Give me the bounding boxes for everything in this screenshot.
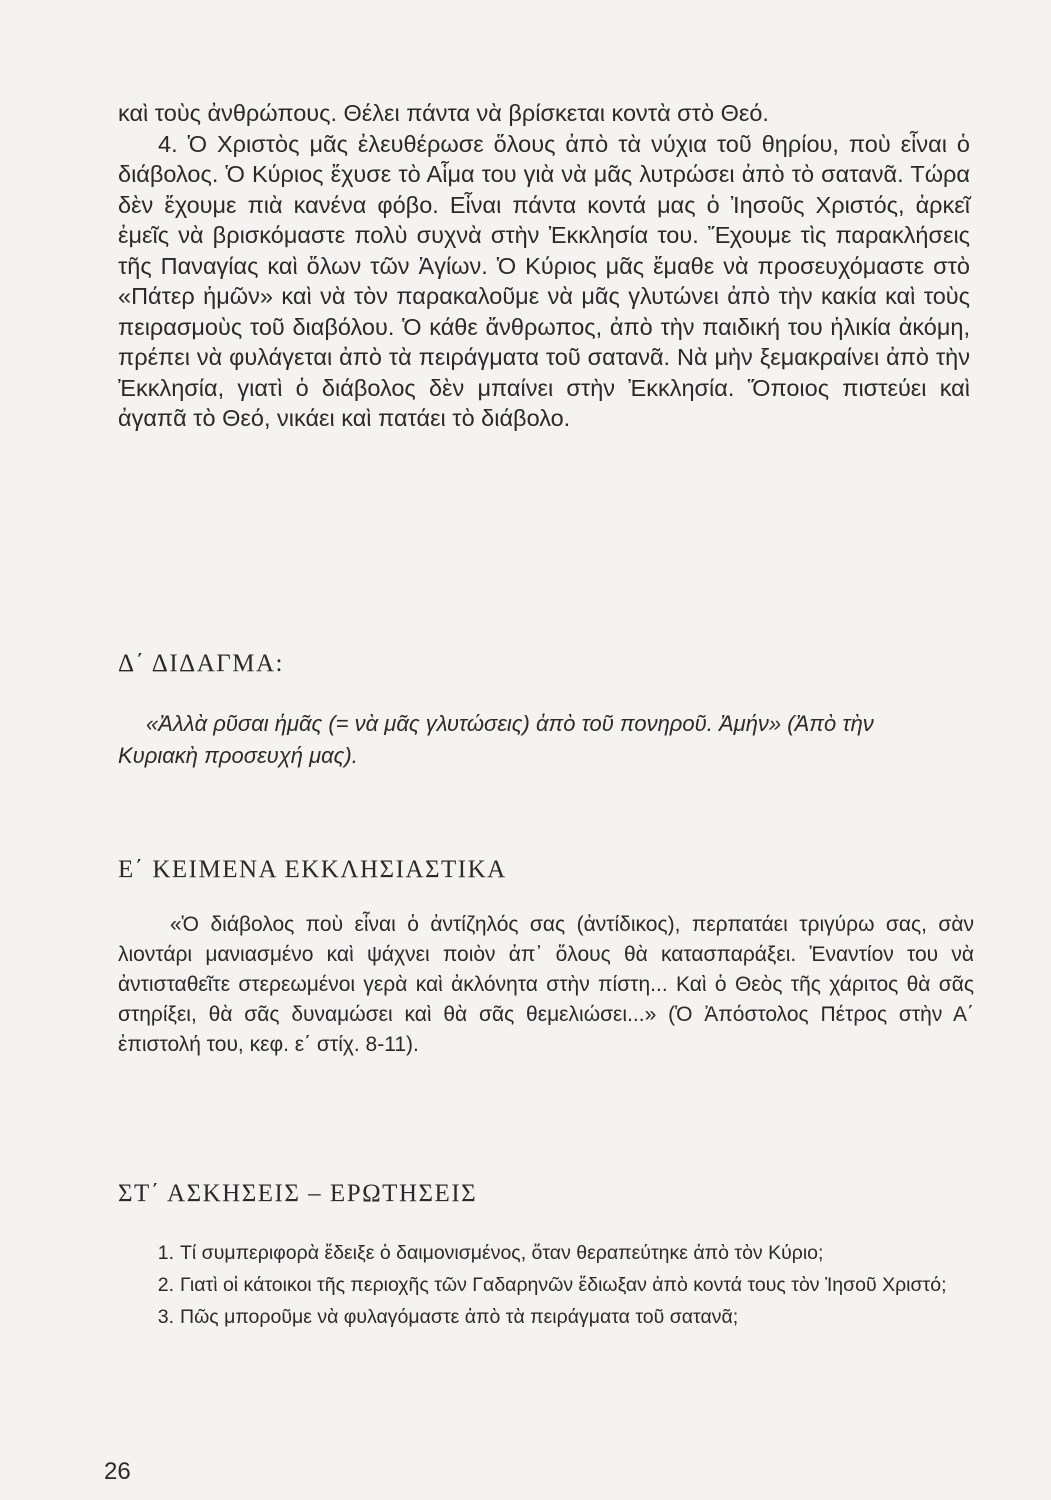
paragraph-point-4: 4. Ὁ Χριστὸς μᾶς ἐλευθέρωσε ὅλους ἀπὸ τὰ νύχια τοῦ θηρίου, ποὺ εἶναι ὁ διάβολος. Ὁ Κύριος ἔχυσε τὸ Αἷμα του γιὰ νὰ μᾶς λυτρώσει ἀπὸ τὸ σατανᾶ. Τώρα δὲν ἔχουμε πιὰ κανένα φόβο. Εἶναι πάντα κοντά μας ὁ Ἰησοῦς Χριστός, ἀρκεῖ ἐμεῖς νὰ βρισκόμαστε πολὺ συχνὰ στὴν Ἐκκλησία του. Ἔχουμε τὶς παρακλήσεις τῆς Παναγίας καὶ ὅλων τῶν Ἁγίων. Ὁ Κύριος μᾶς ἔμαθε νὰ προσευχόμαστε στὸ «Πάτερ ἡμῶν» καὶ νὰ τὸν παρακαλοῦμε νὰ μᾶς γλυτώνει ἀπὸ τὴν κακία καὶ τοὺς πειρασμοὺς τοῦ διαβόλου. Ὁ κάθε ἄνθρωπος, ἀπὸ τὴν παιδική του ἡλικία ἀκόμη, πρέπει νὰ φυλάγεται ἀπὸ τὰ πειράγματα τοῦ σατανᾶ. Νὰ μὴν ξεμακραίνει ἀπὸ τὴν Ἐκκλησία, γιατὶ ὁ διάβολος δὲν μπαίνει στὴν Ἐκκλησία. Ὅποιος πιστεύει καὶ ἀγαπᾶ τὸ Θεό, νικάει καὶ πατάει τὸ διάβολο.	[118, 130, 970, 431]
list-item	[118, 1272, 974, 1298]
paragraph-continuation: καὶ τοὺς ἀνθρώπους. Θέλει πάντα νὰ βρίσκεται κοντὰ στὸ Θεό.	[118, 100, 769, 126]
quote-text: «Ἀλλὰ ρῦσαι ἡμᾶς (= νὰ μᾶς γλυτώσεις) ἀπὸ τοῦ πονηροῦ. Ἀμήν» (Ἀπὸ τὴν Κυριακὴ προσευχή μας).	[118, 711, 874, 768]
page-number: 26	[104, 1458, 131, 1485]
item-text: Γιατὶ οἱ κάτοικοι τῆς περιοχῆς τῶν Γαδαρηνῶν ἔδιωξαν ἀπὸ κοντά τους τὸν Ἰησοῦ Χριστό;	[180, 1274, 947, 1296]
item-text: Τί συμπεριφορὰ ἔδειξε ὁ δαιμονισμένος, ὅταν θεραπεύτηκε ἀπὸ τὸν Κύριο;	[180, 1242, 824, 1264]
item-text: Πῶς μποροῦμε νὰ φυλαγόμαστε ἀπὸ τὰ πειράγματα τοῦ σατανᾶ;	[180, 1306, 739, 1328]
item-number: 3.	[157, 1306, 174, 1328]
item-number: 2.	[157, 1274, 174, 1296]
section-heading-church-texts: Ε΄ ΚΕΙΜΕΝΑ ΕΚΚΛΗΣΙΑΣΤΙΚΑ	[118, 856, 507, 883]
section-heading-didagma: Δ΄ ΔΙΔΑΓΜΑ:	[118, 650, 284, 677]
exercises-list	[118, 1240, 974, 1336]
section-heading-exercises: ΣΤ΄ ΑΣΚΗΣΕΙΣ – ΕΡΩΤΗΣΕΙΣ	[118, 1180, 478, 1207]
list-item	[118, 1304, 974, 1330]
church-text-block	[118, 910, 974, 1060]
church-text-paragraph: «Ὁ διάβολος ποὺ εἶναι ὁ ἀντίζηλός σας (ἀντίδικος), περπατάει τριγύρω σας, σὰν λιοντάρι μανιασμένο καὶ ψάχνει ποιὸν ἀπ᾿ ὅλους θὰ κατασπαράξει. Ἐναντίον του νὰ ἀντισταθεῖτε στερεωμένοι γερὰ καὶ ἀκλόνητα στὴν πίστη... Καὶ ὁ Θεὸς τῆς χάριτος θὰ σᾶς στηρίξει, θὰ σᾶς δυναμώσει καὶ θὰ σᾶς θεμελιώσει...» (Ὁ Ἀπόστολος Πέτρος στὴν Α΄ ἐπιστολή του, κεφ. ε΄ στίχ. 8-11).	[118, 913, 974, 1056]
didagma-quote	[118, 708, 948, 772]
item-number: 1.	[157, 1242, 174, 1264]
list-item	[118, 1240, 974, 1266]
main-text-block	[118, 98, 970, 434]
